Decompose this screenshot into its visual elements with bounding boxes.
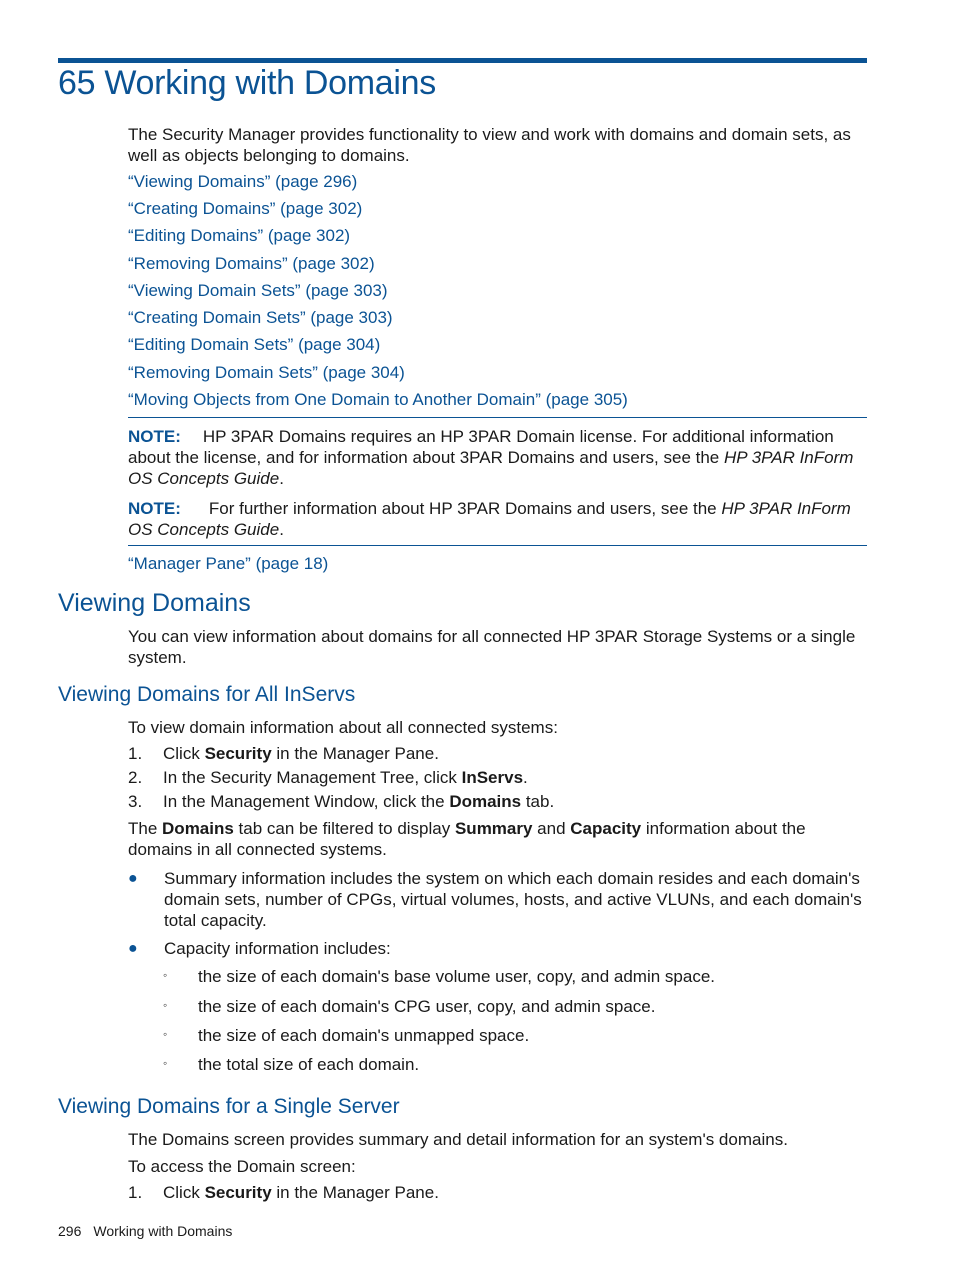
section-1-text: You can view information about domains for all connected HP 3PAR Storage Systems or a single system. (128, 627, 856, 667)
step-text: . (523, 768, 528, 787)
para-ui-term: Summary (454, 819, 533, 838)
page-footer (58, 1223, 232, 1239)
step-text: Click (163, 744, 205, 763)
link-editing-domains[interactable]: “Editing Domains” (page 302) (128, 226, 351, 245)
note-divider-bottom (128, 545, 867, 546)
para-ui-term: Domains (162, 819, 234, 838)
bullet-item (128, 938, 868, 959)
page-number: 296 (58, 1223, 82, 1239)
note-1-end: . (279, 469, 284, 488)
step-ui-term: Security (204, 744, 272, 763)
section-3-access-text: To access the Domain screen: (128, 1157, 356, 1176)
section-2-paragraph (128, 818, 868, 860)
step-1 (128, 743, 439, 764)
sub-item-text: the total size of each domain. (198, 1055, 420, 1074)
link-viewing-domain-sets[interactable]: “Viewing Domain Sets” (page 303) (128, 281, 388, 300)
link-viewing-domains[interactable]: “Viewing Domains” (page 296) (128, 172, 358, 191)
bullet-dot-icon: ● (128, 940, 138, 957)
step-ui-term: InServs (461, 768, 524, 787)
note-2-text: For further information about HP 3PAR Domains and users, see the (208, 499, 722, 518)
para-ui-term: Capacity (570, 819, 642, 838)
link-manager-pane[interactable]: “Manager Pane” (page 18) (128, 554, 329, 573)
note-label: NOTE: (128, 427, 181, 446)
intro-text: The Security Manager provides functionality to view and work with domains and domain sets, as well as objects belonging to domains. (128, 125, 851, 165)
note-2 (128, 498, 868, 540)
note-divider-top (128, 417, 867, 418)
step-number: 1. (128, 1183, 143, 1202)
sub-item (163, 966, 715, 987)
note-1 (128, 426, 868, 489)
para-text: and (532, 819, 571, 838)
circle-bullet-icon: ◦ (163, 998, 168, 1012)
note-label: NOTE: (128, 499, 181, 518)
section-heading-viewing-domains: Viewing Domains (58, 589, 251, 617)
step-ui-term: Security (204, 1183, 272, 1202)
chapter-title: 65 Working with Domains (58, 64, 436, 102)
step-number: 2. (128, 768, 143, 787)
step-number: 1. (128, 744, 143, 763)
circle-bullet-icon: ◦ (163, 1027, 168, 1041)
bullet-text: Capacity information includes: (164, 939, 391, 958)
link-creating-domains[interactable]: “Creating Domains” (page 302) (128, 199, 363, 218)
step-text: tab. (521, 792, 555, 811)
step-text: In the Management Window, click the (163, 792, 450, 811)
para-text: tab can be filtered to display (233, 819, 455, 838)
step-text: in the Manager Pane. (271, 1183, 439, 1202)
section-heading-single-server: Viewing Domains for a Single Server (58, 1095, 400, 1118)
step-text: In the Security Management Tree, click (163, 768, 462, 787)
section-3-text: The Domains screen provides summary and detail information for an system's domains. (128, 1130, 788, 1149)
link-removing-domain-sets[interactable]: “Removing Domain Sets” (page 304) (128, 363, 405, 382)
link-editing-domain-sets[interactable]: “Editing Domain Sets” (page 304) (128, 335, 381, 354)
para-text: information about the domains in all connected systems. (128, 819, 806, 859)
step-3 (128, 791, 554, 812)
bullet-dot-icon: ● (128, 870, 138, 887)
section-2-intro: To view domain information about all connected systems: (128, 718, 558, 737)
step-2 (128, 767, 528, 788)
link-creating-domain-sets[interactable]: “Creating Domain Sets” (page 303) (128, 308, 393, 327)
step-text: Click (163, 1183, 205, 1202)
para-text: The (128, 819, 163, 838)
step-1 (128, 1182, 439, 1203)
bullet-item (128, 868, 868, 931)
note-2-end: . (279, 520, 284, 539)
sub-item (163, 1025, 529, 1046)
circle-bullet-icon: ◦ (163, 1056, 168, 1070)
sub-item (163, 996, 655, 1017)
chapter-rule (58, 58, 867, 63)
note-2-guide-title: HP 3PAR InForm OS Concepts Guide (128, 499, 851, 539)
step-text: in the Manager Pane. (271, 744, 439, 763)
footer-chapter-title: Working with Domains (93, 1223, 233, 1239)
link-removing-domains[interactable]: “Removing Domains” (page 302) (128, 254, 375, 273)
link-moving-objects[interactable]: “Moving Objects from One Domain to Another Domain” (page 305) (128, 390, 628, 409)
sub-item-text: the size of each domain's unmapped space. (198, 1026, 530, 1045)
step-ui-term: Domains (449, 792, 522, 811)
sub-item-text: the size of each domain's base volume user, copy, and admin space. (198, 967, 716, 986)
circle-bullet-icon: ◦ (163, 968, 168, 982)
section-heading-all-inservs: Viewing Domains for All InServs (58, 683, 356, 706)
sub-item-text: the size of each domain's CPG user, copy, and admin space. (198, 997, 656, 1016)
note-1-guide-title: HP 3PAR InForm OS Concepts Guide (128, 448, 854, 488)
sub-item (163, 1054, 419, 1075)
bullet-text: Summary information includes the system on which each domain resides and each domain's domain sets, number of CPGs, virtual volumes, hosts, and active VLUNs, and each domain's total capacity. (164, 869, 862, 930)
step-number: 3. (128, 792, 143, 811)
note-1-text: HP 3PAR Domains requires an HP 3PAR Domain license. For additional information about the license, and for information about 3PAR Domains and users, see the (128, 427, 834, 467)
